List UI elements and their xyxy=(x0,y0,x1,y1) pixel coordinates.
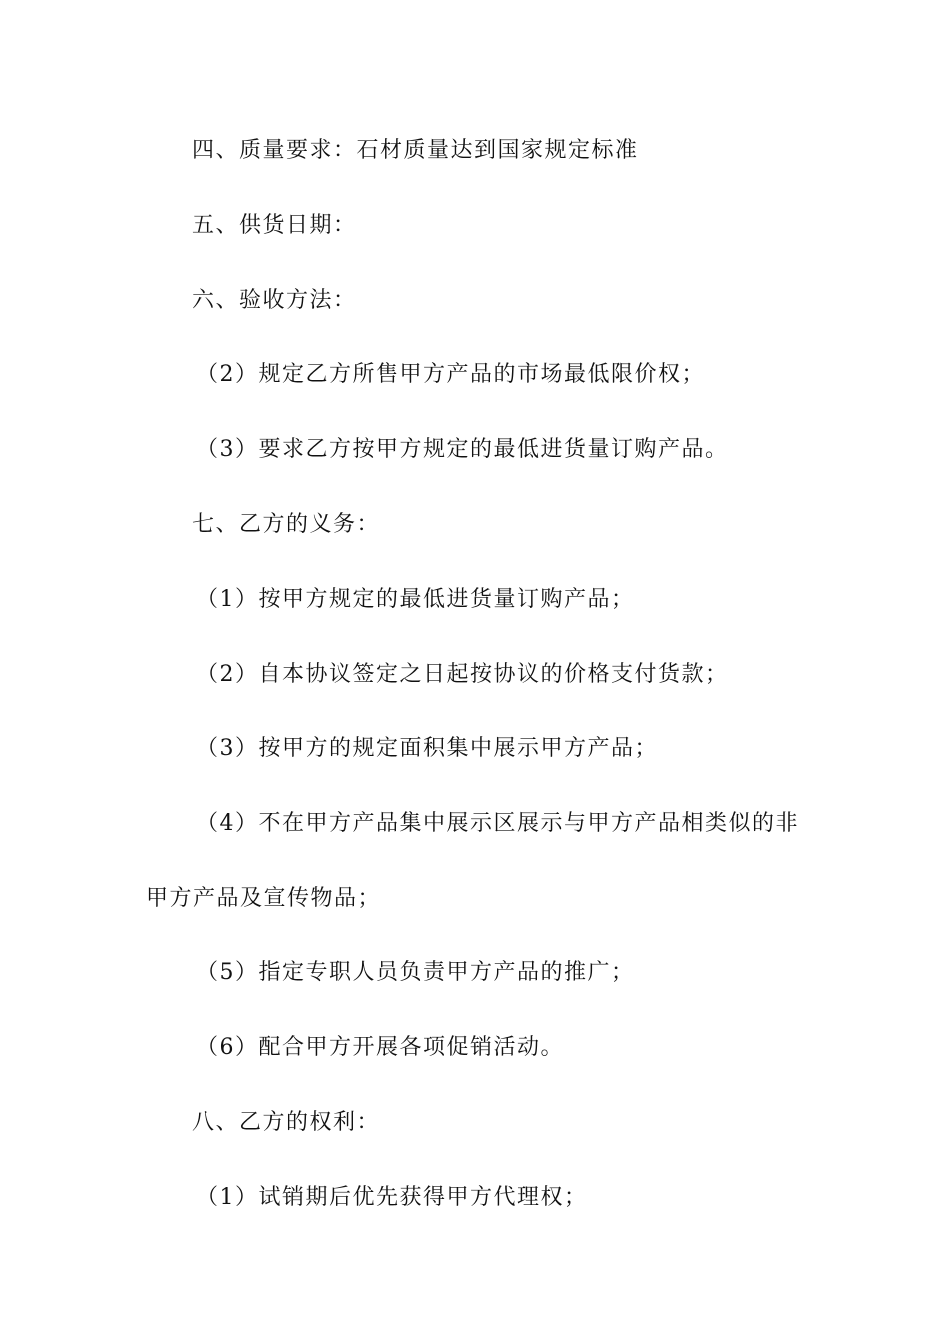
paragraph-item: （6）配合甲方开展各项促销活动。 xyxy=(196,1035,564,1060)
section-4-quality-requirement: 四、质量要求：石材质量达到国家规定标准 xyxy=(192,138,639,163)
section-7-party-b-obligations: 七、乙方的义务： xyxy=(192,512,381,537)
section-5-delivery-date: 五、供货日期： xyxy=(192,213,357,238)
paragraph-item: （1）试销期后优先获得甲方代理权； xyxy=(196,1185,588,1210)
paragraph-item: （4）不在甲方产品集中展示区展示与甲方产品相类似的非 xyxy=(196,811,799,836)
paragraph-item: （3）要求乙方按甲方规定的最低进货量订购产品。 xyxy=(196,437,729,462)
paragraph-item: （2）规定乙方所售甲方产品的市场最低限价权； xyxy=(196,362,705,387)
section-6-acceptance-method: 六、验收方法： xyxy=(192,288,357,313)
paragraph-item: （5）指定专职人员负责甲方产品的推广； xyxy=(196,960,635,985)
paragraph-continuation: 甲方产品及宣传物品； xyxy=(146,886,382,911)
paragraph-item: （1）按甲方规定的最低进货量订购产品； xyxy=(196,587,635,612)
paragraph-item: （3）按甲方的规定面积集中展示甲方产品； xyxy=(196,736,658,761)
section-8-party-b-rights: 八、乙方的权利： xyxy=(192,1110,381,1135)
paragraph-item: （2）自本协议签定之日起按协议的价格支付货款； xyxy=(196,662,729,687)
